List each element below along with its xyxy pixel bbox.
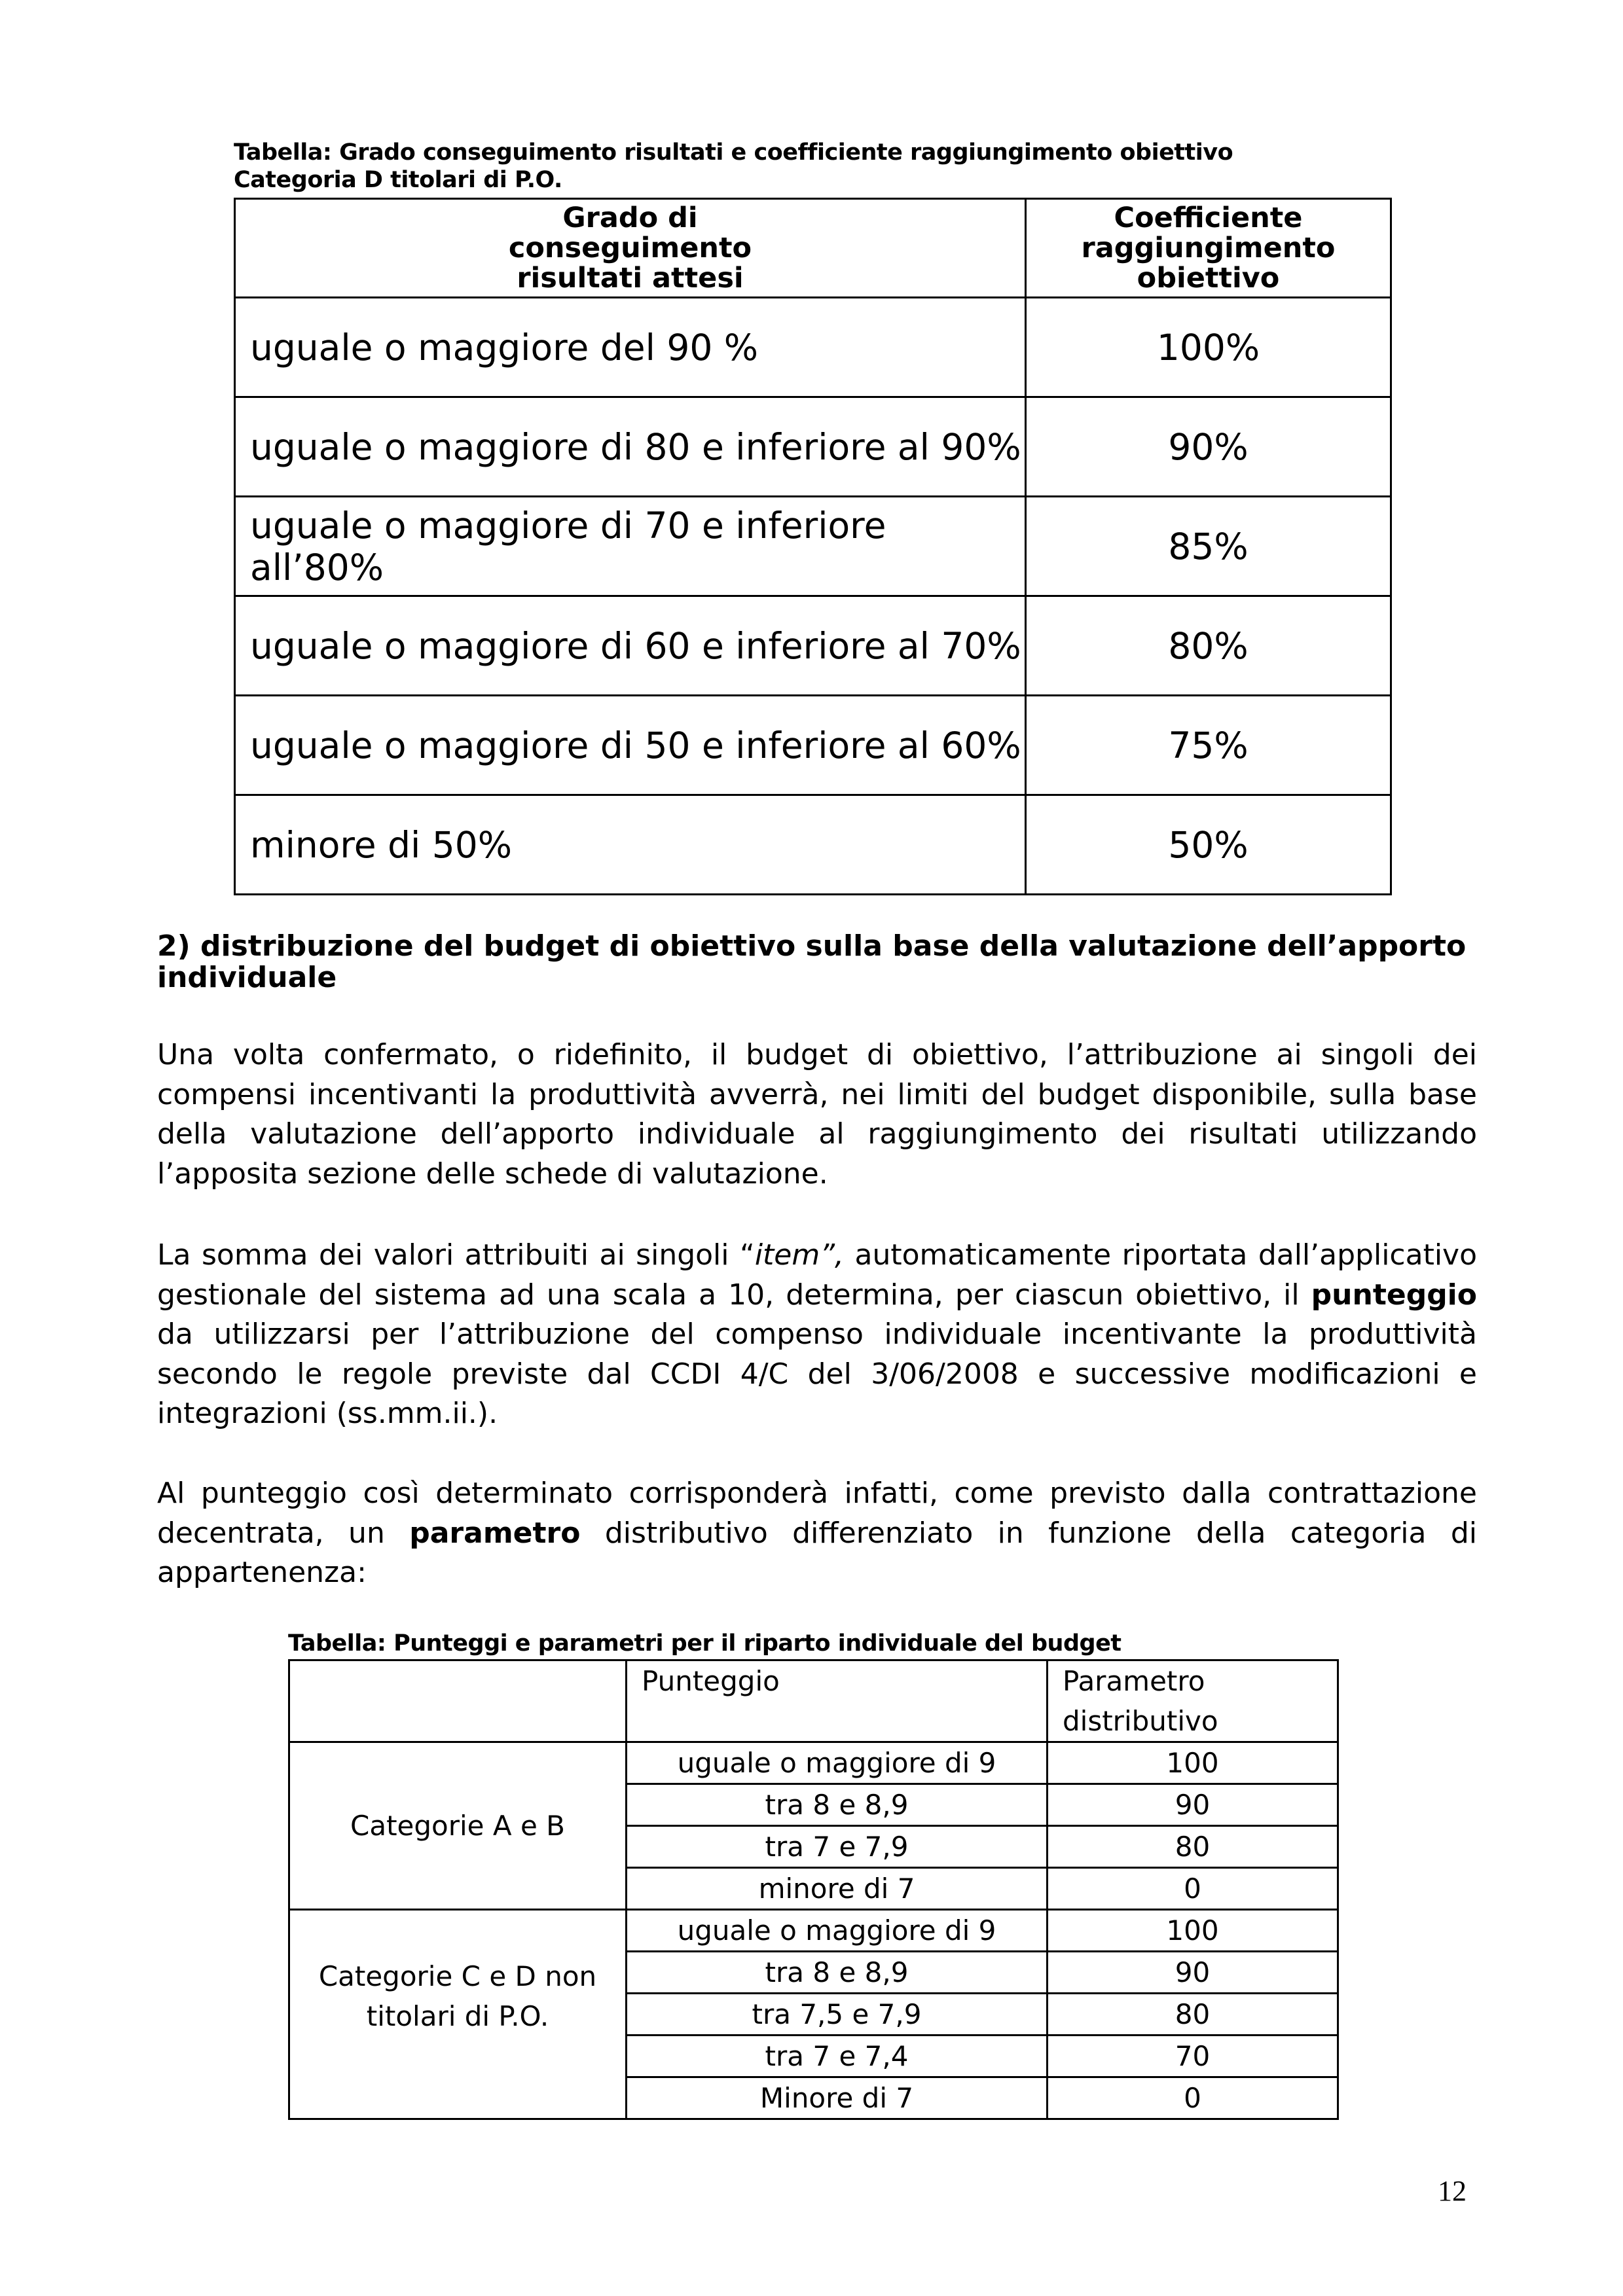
parametro-cell: 80 — [1048, 1994, 1338, 2036]
category-cell: Categorie A e B — [289, 1742, 627, 1910]
table-row — [235, 397, 1391, 497]
header-parametro — [1048, 1660, 1338, 1742]
section-heading: 2) distribuzione del budget di obiettivo sulla base della valutazione dell’apporto individuale — [157, 929, 1467, 994]
table1-caption — [234, 139, 1233, 194]
category-cell — [289, 1910, 627, 2119]
table-row — [235, 497, 1391, 596]
punteggio-cell: minore di 7 — [627, 1868, 1048, 1910]
table-row — [289, 1910, 1338, 1952]
header-punteggio: Punteggio — [627, 1660, 1048, 1742]
table-header-row — [289, 1660, 1338, 1742]
punteggio-cell: tra 8 e 8,9 — [627, 1952, 1048, 1994]
grado-cell: uguale o maggiore di 70 e inferiore all’80% — [235, 497, 1026, 596]
header-grado — [235, 199, 1026, 298]
punteggio-cell: tra 7,5 e 7,9 — [627, 1994, 1048, 2036]
parametro-cell: 90 — [1048, 1952, 1338, 1994]
table-header-row — [235, 199, 1391, 298]
coefficient-table — [234, 198, 1392, 895]
paragraph-3 — [157, 1474, 1477, 1593]
table-row — [289, 1742, 1338, 1784]
header-parametro-text: Parametro distributivo — [1063, 1665, 1218, 1737]
table1-caption-line1: Tabella: Grado conseguimento risultati e coefficiente raggiungimento obiettivo — [234, 139, 1233, 166]
parametro-cell: 80 — [1048, 1826, 1338, 1868]
grado-cell: minore di 50% — [235, 795, 1026, 895]
paragraph-2-text: La somma dei valori attribuiti ai singoli “ — [157, 1238, 755, 1272]
punteggio-cell: uguale o maggiore di 9 — [627, 1910, 1048, 1952]
table-row — [235, 696, 1391, 795]
table-row — [235, 795, 1391, 895]
punteggio-cell: tra 8 e 8,9 — [627, 1784, 1048, 1826]
paragraph-2-italic: item”, — [754, 1238, 845, 1272]
scores-parameters-table — [288, 1659, 1339, 2120]
parametro-cell: 0 — [1048, 2077, 1338, 2119]
paragraph-3-text: distributivo differenziato in funzione della categoria di appartenenza: — [157, 1516, 1477, 1589]
parametro-cell: 100 — [1048, 1910, 1338, 1952]
coefficiente-cell: 85% — [1026, 497, 1391, 596]
table-row — [235, 596, 1391, 696]
punteggio-cell: tra 7 e 7,4 — [627, 2036, 1048, 2077]
paragraph-1: Una volta confermato, o ridefinito, il budget di obiettivo, l’attribuzione ai singoli dei compensi incentivanti la produttività avverrà, nei limiti del budget disponibile, sulla base della valutazione dell’apporto individuale al raggiungimento dei risultati utilizzando l’apposita sezione delle schede di valutazione. — [157, 1038, 1477, 1191]
grado-cell: uguale o maggiore di 80 e inferiore al 90% — [235, 397, 1026, 497]
paragraph-2-bold: punteggio — [1311, 1278, 1477, 1312]
parametro-cell: 100 — [1048, 1742, 1338, 1784]
coefficiente-cell: 90% — [1026, 397, 1391, 497]
page-number: 12 — [1438, 2175, 1467, 2207]
header-empty — [289, 1660, 627, 1742]
parametro-cell: 90 — [1048, 1784, 1338, 1826]
coefficiente-cell: 100% — [1026, 298, 1391, 397]
header-coefficiente — [1026, 199, 1391, 298]
paragraph-2 — [157, 1236, 1477, 1434]
paragraph-3-text: Al punteggio così determinato corrisponderà infatti, come previsto dalla contrattazione decentrata, un — [157, 1477, 1477, 1550]
punteggio-cell: Minore di 7 — [627, 2077, 1048, 2119]
header-coefficiente-text: Coefficiente raggiungimento obiettivo — [1081, 202, 1336, 295]
punteggio-cell: uguale o maggiore di 9 — [627, 1742, 1048, 1784]
table2-caption: Tabella: Punteggi e parametri per il riparto individuale del budget — [288, 1630, 1122, 1657]
parametro-cell: 0 — [1048, 1868, 1338, 1910]
category-text: Categorie C e D non titolari di P.O. — [318, 1960, 597, 2032]
coefficiente-cell: 50% — [1026, 795, 1391, 895]
paragraph-3-bold: parametro — [409, 1516, 581, 1550]
coefficiente-cell: 75% — [1026, 696, 1391, 795]
table1-caption-line2: Categoria D titolari di P.O. — [234, 167, 562, 193]
punteggio-cell: tra 7 e 7,9 — [627, 1826, 1048, 1868]
grado-cell: uguale o maggiore di 50 e inferiore al 60% — [235, 696, 1026, 795]
parametro-cell: 70 — [1048, 2036, 1338, 2077]
grado-cell: uguale o maggiore del 90 % — [235, 298, 1026, 397]
paragraph-2-text: da utilizzarsi per l’attribuzione del compenso individuale incentivante la produttività secondo le regole previste dal CCDI 4/C del 3/06/2008 e successive modificazioni e integrazioni (ss.mm.ii.). — [157, 1318, 1477, 1430]
header-grado-text: Grado di conseguimento risultati attesi — [508, 202, 752, 295]
table-row — [235, 298, 1391, 397]
grado-cell: uguale o maggiore di 60 e inferiore al 70% — [235, 596, 1026, 696]
paragraph-2-text: automaticamente riportata dall’applicativo gestionale del sistema ad una scala a 10, determina, per ciascun obiettivo, il — [157, 1238, 1478, 1312]
coefficiente-cell: 80% — [1026, 596, 1391, 696]
